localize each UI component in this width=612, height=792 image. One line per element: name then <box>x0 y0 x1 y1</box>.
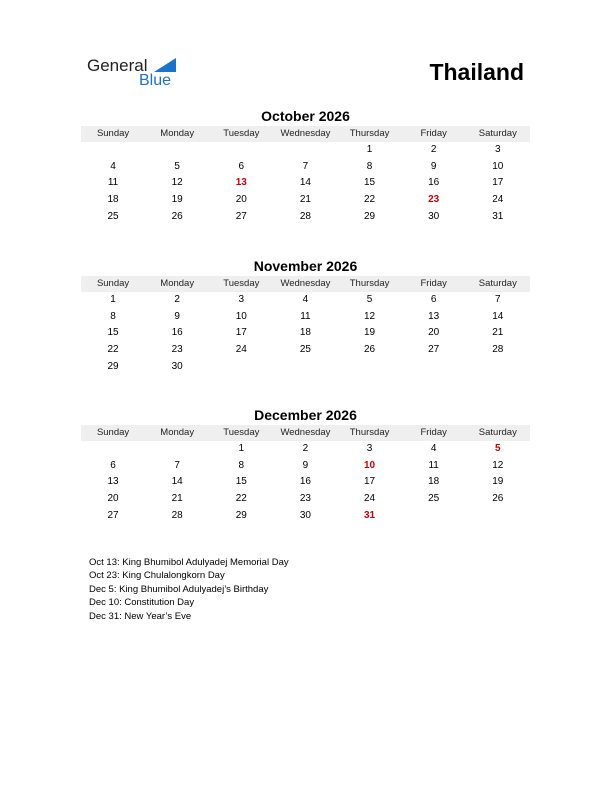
weekday-label: Monday <box>160 427 195 438</box>
day-cell: 27 <box>235 210 247 222</box>
logo-triangle-icon <box>154 58 176 72</box>
weekday-label: Wednesday <box>280 128 331 139</box>
weekday-label: Sunday <box>96 427 130 438</box>
weekday-header-row <box>81 276 530 292</box>
month-calendar <box>81 106 530 225</box>
day-cell: 21 <box>171 493 183 505</box>
week-row <box>81 292 530 309</box>
holiday-note: Dec 5: King Bhumibol Adulyadej’s Birthday <box>89 583 269 595</box>
day-cell: 9 <box>430 160 437 172</box>
holiday-day-cell: 23 <box>428 194 440 206</box>
day-cell: 14 <box>171 476 183 488</box>
week-row <box>81 359 530 376</box>
day-cell: 26 <box>364 344 376 356</box>
day-cell: 27 <box>428 344 440 356</box>
day-cell: 13 <box>428 310 440 322</box>
day-cell: 10 <box>235 310 247 322</box>
day-cell: 3 <box>495 144 501 155</box>
day-cell: 25 <box>107 210 119 222</box>
day-cell: 11 <box>107 177 119 189</box>
day-cell: 10 <box>492 160 504 172</box>
day-cell: 12 <box>364 310 376 322</box>
day-cell: 21 <box>299 194 311 206</box>
day-cell: 30 <box>171 360 183 372</box>
month-title: October 2026 <box>261 108 350 124</box>
day-cell: 29 <box>364 210 376 222</box>
holiday-note: Oct 13: King Bhumibol Adulyadej Memorial Day <box>89 557 289 568</box>
weekday-label: Saturday <box>478 278 517 289</box>
day-cell <box>145 142 209 159</box>
day-cell: 22 <box>364 194 376 206</box>
day-cell <box>81 441 145 458</box>
day-cell: 26 <box>171 210 183 222</box>
day-cell: 19 <box>171 194 183 206</box>
day-cell: 17 <box>492 177 504 189</box>
day-cell: 30 <box>428 210 440 222</box>
week-row <box>81 491 530 508</box>
day-cell: 22 <box>107 344 119 356</box>
day-cell: 22 <box>235 493 247 505</box>
day-cell: 16 <box>428 177 440 189</box>
weekday-header-row <box>81 126 530 142</box>
day-cell: 19 <box>364 327 376 339</box>
day-cell: 28 <box>299 210 311 222</box>
day-cell: 1 <box>238 443 245 454</box>
week-row <box>81 209 530 226</box>
day-cell <box>402 359 466 376</box>
day-cell: 14 <box>492 310 504 322</box>
day-cell: 28 <box>171 509 183 521</box>
month-title: November 2026 <box>253 258 358 274</box>
weekday-label: Friday <box>420 427 447 438</box>
country-title: Thailand <box>429 59 524 85</box>
week-row <box>81 342 530 359</box>
day-cell: 20 <box>235 194 247 206</box>
month-title: December 2026 <box>254 407 357 423</box>
day-cell: 5 <box>174 160 180 172</box>
day-cell: 3 <box>238 294 245 305</box>
weekday-label: Friday <box>420 278 447 289</box>
day-cell: 24 <box>235 344 247 356</box>
day-cell: 1 <box>110 294 116 305</box>
weekday-label: Sunday <box>96 278 130 289</box>
week-row <box>81 175 530 192</box>
day-cell: 25 <box>428 493 440 505</box>
logo-general-text: General <box>87 56 148 75</box>
weekday-label: Tuesday <box>223 427 260 438</box>
day-cell: 3 <box>366 443 373 454</box>
day-cell <box>402 508 466 525</box>
day-cell: 18 <box>299 327 311 339</box>
day-cell: 4 <box>110 160 116 172</box>
holiday-notes <box>89 556 289 623</box>
day-cell: 4 <box>430 443 437 454</box>
holiday-note: Dec 31: New Year’s Eve <box>89 610 192 622</box>
day-cell: 27 <box>107 509 119 521</box>
weekday-label: Sunday <box>96 128 130 139</box>
day-cell: 30 <box>299 509 311 521</box>
weekday-label: Thursday <box>349 427 390 438</box>
week-row <box>81 474 530 491</box>
day-cell <box>466 508 530 525</box>
day-cell: 5 <box>366 294 373 305</box>
day-cell: 16 <box>299 476 311 488</box>
day-cell: 1 <box>366 144 373 155</box>
day-cell: 2 <box>430 144 437 155</box>
week-row <box>81 458 530 475</box>
day-cell: 16 <box>171 327 183 339</box>
weekday-label: Thursday <box>349 278 390 289</box>
holiday-day-cell: 10 <box>364 459 376 471</box>
day-cell: 17 <box>235 327 247 339</box>
day-cell: 13 <box>107 476 119 488</box>
day-cell: 29 <box>235 509 247 521</box>
day-cell <box>273 359 337 376</box>
day-cell: 23 <box>171 344 183 356</box>
day-cell: 26 <box>492 493 504 505</box>
day-cell: 23 <box>299 493 311 505</box>
day-cell <box>209 359 273 376</box>
day-cell <box>209 142 273 159</box>
weekday-label: Wednesday <box>280 427 331 438</box>
day-cell: 8 <box>238 459 245 471</box>
day-cell: 19 <box>492 476 504 488</box>
weekday-label: Saturday <box>478 427 517 438</box>
day-cell: 11 <box>300 310 311 322</box>
week-row <box>81 441 530 458</box>
weekday-header-row <box>81 425 530 441</box>
holiday-note: Dec 10: Constitution Day <box>89 597 195 609</box>
day-cell: 6 <box>110 459 116 471</box>
day-cell: 29 <box>107 360 119 372</box>
day-cell: 9 <box>302 459 309 471</box>
day-cell: 20 <box>428 327 440 339</box>
day-cell: 15 <box>107 327 119 339</box>
day-cell <box>273 142 337 159</box>
day-cell: 15 <box>235 476 247 488</box>
month-calendar <box>81 256 530 375</box>
weekday-label: Wednesday <box>280 278 331 289</box>
holiday-note: Oct 23: King Chulalongkorn Day <box>89 570 225 582</box>
weekday-label: Thursday <box>349 128 390 139</box>
day-cell: 12 <box>492 459 504 471</box>
day-cell: 7 <box>495 294 501 305</box>
day-cell: 20 <box>107 493 119 505</box>
weekday-label: Saturday <box>478 128 517 139</box>
weekday-label: Tuesday <box>223 128 260 139</box>
day-cell <box>81 142 145 159</box>
day-cell: 6 <box>238 160 245 172</box>
weekday-label: Monday <box>160 128 195 139</box>
day-cell: 6 <box>430 294 437 305</box>
day-cell: 4 <box>302 294 309 305</box>
day-cell <box>466 359 530 376</box>
week-row <box>81 142 530 159</box>
day-cell: 11 <box>428 459 439 471</box>
day-cell: 24 <box>364 493 376 505</box>
day-cell: 12 <box>171 177 183 189</box>
day-cell: 7 <box>174 459 180 471</box>
week-row <box>81 192 530 209</box>
holiday-day-cell: 5 <box>495 443 501 454</box>
day-cell: 18 <box>107 194 119 206</box>
day-cell: 25 <box>299 344 311 356</box>
day-cell: 2 <box>174 294 180 305</box>
week-row <box>81 309 530 326</box>
day-cell: 24 <box>492 194 504 206</box>
day-cell: 21 <box>492 327 504 339</box>
holiday-day-cell: 31 <box>364 509 376 521</box>
day-cell: 2 <box>302 443 309 454</box>
day-cell <box>145 441 209 458</box>
day-cell <box>338 359 402 376</box>
month-calendar <box>81 405 530 524</box>
day-cell: 28 <box>492 344 504 356</box>
week-row <box>81 508 530 525</box>
day-cell: 9 <box>174 310 180 322</box>
weekday-label: Monday <box>160 278 195 289</box>
day-cell: 17 <box>364 476 376 488</box>
day-cell: 14 <box>299 177 311 189</box>
day-cell: 8 <box>366 160 373 172</box>
week-row <box>81 159 530 176</box>
holiday-day-cell: 13 <box>235 177 247 189</box>
day-cell: 31 <box>492 210 504 222</box>
day-cell: 15 <box>364 177 376 189</box>
day-cell: 18 <box>428 476 440 488</box>
day-cell: 7 <box>302 160 309 172</box>
logo <box>87 56 187 92</box>
weekday-label: Friday <box>420 128 447 139</box>
logo-blue-text: Blue <box>139 72 172 89</box>
week-row <box>81 325 530 342</box>
day-cell: 8 <box>110 310 116 322</box>
weekday-label: Tuesday <box>223 278 260 289</box>
